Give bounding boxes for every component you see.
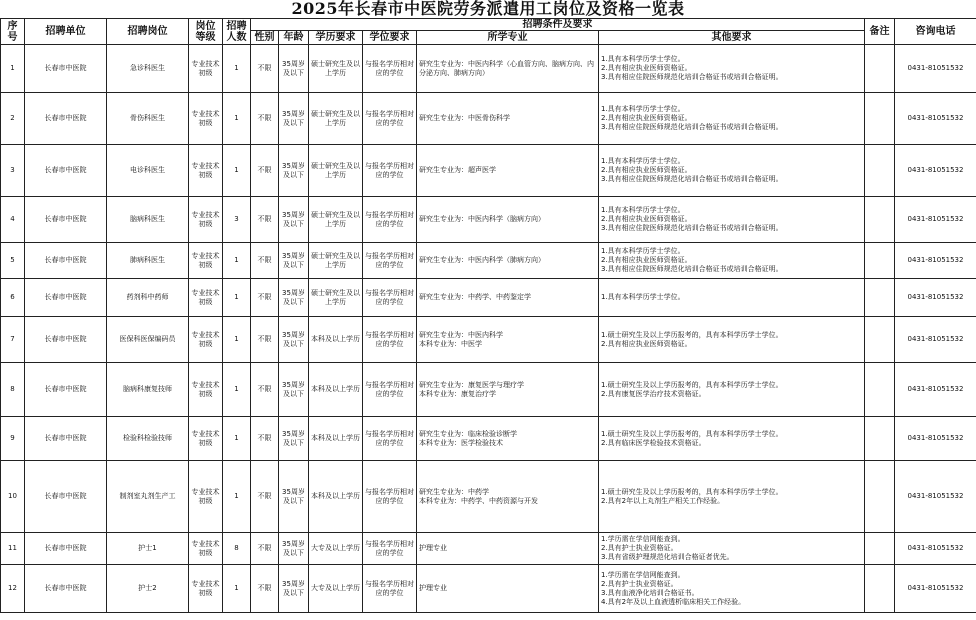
cell-seq: 4 [1,197,25,243]
cell-major [417,317,599,363]
other-requirement-line: 1.具有本科学历学士学位。 [601,293,685,301]
cell-level: 专业技术初级 [189,243,223,279]
cell-phone: 0431-81051532 [895,363,976,417]
cell-degree: 与报名学历相对应的学位 [363,145,417,197]
cell-remark [865,145,895,197]
major-text: 护理专业 [419,544,447,552]
other-requirement-line: 4.具有2年及以上血液透析临床相关工作经验。 [601,597,746,606]
major-text: 研究生专业为：中药学、中药鉴定学 [419,293,531,301]
other-requirement-line: 1.具有本科学历学士学位。 [601,105,685,113]
cell-other [599,197,865,243]
cell-phone: 0431-81051532 [895,417,976,461]
other-requirement-line: 2.具有康复医学治疗技术资格证。 [601,389,706,398]
cell-gender: 不限 [251,279,279,317]
table-row [1,197,976,243]
cell-seq: 3 [1,145,25,197]
cell-seq: 7 [1,317,25,363]
cell-education: 硕士研究生及以上学历 [309,243,363,279]
cell-level: 专业技术初级 [189,317,223,363]
cell-phone: 0431-81051532 [895,45,976,93]
cell-other [599,243,865,279]
cell-age: 35周岁及以下 [279,317,309,363]
cell-remark [865,317,895,363]
cell-position: 检验科检验技师 [107,417,189,461]
cell-position: 急诊科医生 [107,45,189,93]
cell-education: 硕士研究生及以上学历 [309,45,363,93]
major-text: 研究生专业为：中医骨伤科学 [419,114,510,122]
other-requirement-line: 2.具有相应执业医师资格证。 [601,215,692,223]
cell-gender: 不限 [251,461,279,533]
cell-phone: 0431-81051532 [895,461,976,533]
header-unit: 招聘单位 [25,19,107,45]
header-row-top [1,19,976,31]
cell-remark [865,417,895,461]
cell-major [417,533,599,565]
cell-degree: 与报名学历相对应的学位 [363,533,417,565]
table-row [1,243,976,279]
cell-age: 35周岁及以下 [279,363,309,417]
cell-gender: 不限 [251,317,279,363]
cell-major [417,45,599,93]
cell-level: 专业技术初级 [189,145,223,197]
table-row [1,145,976,197]
cell-education: 本科及以上学历 [309,461,363,533]
cell-remark [865,565,895,613]
cell-education: 硕士研究生及以上学历 [309,279,363,317]
cell-major [417,417,599,461]
cell-seq: 11 [1,533,25,565]
header-conditions: 招聘条件及要求 [251,19,865,31]
cell-position: 骨伤科医生 [107,93,189,145]
cell-education: 硕士研究生及以上学历 [309,93,363,145]
other-requirement-line: 2.具有相应执业医师资格证。 [601,256,692,264]
cell-unit: 长春市中医院 [25,317,107,363]
cell-unit: 长春市中医院 [25,461,107,533]
cell-seq: 1 [1,45,25,93]
cell-degree: 与报名学历相对应的学位 [363,417,417,461]
table-body [1,45,976,613]
other-requirement-line: 3.具有相应住院医师规范化培训合格证书或培训合格证明。 [601,175,783,183]
other-requirement-line: 1.硕士研究生及以上学历报考的，具有本科学历学士学位。 [601,429,783,438]
major-text: 研究生专业为：临床检验诊断学 本科专业为：医学检验技术 [419,429,517,447]
header-other: 其他要求 [599,31,865,45]
header-education: 学历要求 [309,31,363,45]
cell-remark [865,243,895,279]
table-row [1,417,976,461]
table-row [1,317,976,363]
cell-degree: 与报名学历相对应的学位 [363,45,417,93]
cell-gender: 不限 [251,417,279,461]
cell-remark [865,279,895,317]
major-text: 研究生专业为：中医内科学（脑病方向） [419,215,545,223]
cell-count: 3 [223,197,251,243]
cell-remark [865,461,895,533]
other-requirement-line: 2.具有相应执业医师资格证。 [601,64,692,72]
cell-other [599,279,865,317]
cell-position: 药剂科中药师 [107,279,189,317]
table-row [1,93,976,145]
cell-other [599,533,865,565]
cell-position: 电诊科医生 [107,145,189,197]
table-row [1,363,976,417]
header-seq: 序号 [1,19,25,45]
other-requirement-line: 3.具有相应住院医师规范化培训合格证书或培训合格证明。 [601,265,783,273]
cell-count: 1 [223,279,251,317]
cell-education: 硕士研究生及以上学历 [309,145,363,197]
other-requirement-line: 1.学历需在学信网能查到。 [601,570,685,579]
major-text: 研究生专业为：中医内科学（肺病方向） [419,256,545,264]
other-requirement-line: 1.具有本科学历学士学位。 [601,206,685,214]
major-text: 研究生专业为：康复医学与理疗学 本科专业为：康复治疗学 [419,380,524,398]
cell-unit: 长春市中医院 [25,533,107,565]
cell-seq: 8 [1,363,25,417]
cell-seq: 6 [1,279,25,317]
cell-position: 制剂室丸剂生产工 [107,461,189,533]
cell-position: 护士1 [107,533,189,565]
cell-unit: 长春市中医院 [25,417,107,461]
cell-phone: 0431-81051532 [895,565,976,613]
cell-unit: 长春市中医院 [25,565,107,613]
cell-remark [865,363,895,417]
cell-level: 专业技术初级 [189,93,223,145]
major-text: 研究生专业为：超声医学 [419,166,496,174]
cell-other [599,317,865,363]
cell-level: 专业技术初级 [189,565,223,613]
cell-age: 35周岁及以下 [279,45,309,93]
cell-count: 1 [223,317,251,363]
cell-unit: 长春市中医院 [25,363,107,417]
cell-level: 专业技术初级 [189,417,223,461]
other-requirement-line: 3.具有相应住院医师规范化培训合格证书或培训合格证明。 [601,123,783,131]
cell-remark [865,45,895,93]
cell-seq: 5 [1,243,25,279]
cell-phone: 0431-81051532 [895,93,976,145]
major-text: 研究生专业为：中医内科学 本科专业为：中医学 [419,330,503,348]
cell-other [599,565,865,613]
cell-seq: 10 [1,461,25,533]
cell-age: 35周岁及以下 [279,145,309,197]
cell-gender: 不限 [251,243,279,279]
cell-phone: 0431-81051532 [895,243,976,279]
other-requirement-line: 1.学历需在学信网能查到。 [601,535,685,543]
positions-table [0,18,976,613]
cell-education: 硕士研究生及以上学历 [309,197,363,243]
cell-degree: 与报名学历相对应的学位 [363,461,417,533]
cell-age: 35周岁及以下 [279,461,309,533]
cell-degree: 与报名学历相对应的学位 [363,243,417,279]
other-requirement-line: 2.具有2年以上丸剂生产相关工作经验。 [601,496,725,505]
cell-degree: 与报名学历相对应的学位 [363,93,417,145]
cell-unit: 长春市中医院 [25,145,107,197]
cell-degree: 与报名学历相对应的学位 [363,317,417,363]
cell-position: 脑病科康复技师 [107,363,189,417]
other-requirement-line: 1.硕士研究生及以上学历报考的，具有本科学历学士学位。 [601,380,783,389]
header-level: 岗位等级 [189,19,223,45]
cell-major [417,279,599,317]
cell-phone: 0431-81051532 [895,197,976,243]
cell-other [599,45,865,93]
cell-gender: 不限 [251,565,279,613]
cell-other [599,363,865,417]
cell-other [599,417,865,461]
cell-degree: 与报名学历相对应的学位 [363,565,417,613]
cell-age: 35周岁及以下 [279,279,309,317]
cell-level: 专业技术初级 [189,533,223,565]
other-requirement-line: 3.具有相应住院医师规范化培训合格证书或培训合格证明。 [601,224,783,232]
cell-age: 35周岁及以下 [279,243,309,279]
cell-unit: 长春市中医院 [25,279,107,317]
other-requirement-line: 3.具有血液净化培训合格证书。 [601,588,699,597]
cell-phone: 0431-81051532 [895,279,976,317]
cell-phone: 0431-81051532 [895,145,976,197]
cell-other [599,461,865,533]
other-requirement-line: 1.硕士研究生及以上学历报考的，具有本科学历学士学位。 [601,330,783,339]
cell-age: 35周岁及以下 [279,533,309,565]
header-gender: 性别 [251,31,279,45]
cell-major [417,93,599,145]
cell-level: 专业技术初级 [189,197,223,243]
table-row [1,565,976,613]
header-age: 年龄 [279,31,309,45]
cell-position: 护士2 [107,565,189,613]
cell-gender: 不限 [251,533,279,565]
cell-education: 本科及以上学历 [309,363,363,417]
other-requirement-line: 2.具有护士执业资格证。 [601,544,678,552]
cell-phone: 0431-81051532 [895,317,976,363]
header-degree: 学位要求 [363,31,417,45]
cell-level: 专业技术初级 [189,363,223,417]
other-requirement-line: 2.具有护士执业资格证。 [601,579,678,588]
cell-gender: 不限 [251,363,279,417]
cell-age: 35周岁及以下 [279,417,309,461]
major-text: 护理专业 [419,584,447,592]
cell-major [417,461,599,533]
cell-count: 1 [223,565,251,613]
other-requirement-line: 1.硕士研究生及以上学历报考的，具有本科学历学士学位。 [601,487,783,496]
cell-unit: 长春市中医院 [25,45,107,93]
cell-education: 本科及以上学历 [309,317,363,363]
cell-seq: 12 [1,565,25,613]
other-requirement-line: 2.具有临床医学检验技术资格证。 [601,438,706,447]
cell-position: 医保科医保编码员 [107,317,189,363]
cell-degree: 与报名学历相对应的学位 [363,363,417,417]
cell-age: 35周岁及以下 [279,565,309,613]
cell-major [417,565,599,613]
other-requirement-line: 3.具有省级护理规范化培训合格证者优先。 [601,553,734,561]
cell-degree: 与报名学历相对应的学位 [363,197,417,243]
table-row [1,45,976,93]
cell-count: 1 [223,243,251,279]
header-remark: 备注 [865,19,895,45]
cell-count: 1 [223,45,251,93]
cell-remark [865,93,895,145]
cell-education: 本科及以上学历 [309,417,363,461]
other-requirement-line: 1.具有本科学历学士学位。 [601,247,685,255]
cell-unit: 长春市中医院 [25,243,107,279]
major-text: 研究生专业为：中药学 本科专业为：中药学、中药资源与开发 [419,487,538,505]
cell-gender: 不限 [251,93,279,145]
cell-age: 35周岁及以下 [279,93,309,145]
cell-position: 肺病科医生 [107,243,189,279]
cell-position: 脑病科医生 [107,197,189,243]
cell-remark [865,197,895,243]
document-title: 2025年长春市中医院劳务派遣用工岗位及资格一览表 [291,0,685,18]
table-row [1,461,976,533]
cell-count: 1 [223,417,251,461]
cell-major [417,363,599,417]
other-requirement-line: 2.具有相应执业医师资格证。 [601,114,692,122]
cell-gender: 不限 [251,197,279,243]
cell-count: 1 [223,363,251,417]
other-requirement-line: 2.具有相应执业医师资格证。 [601,339,692,348]
cell-unit: 长春市中医院 [25,197,107,243]
cell-count: 1 [223,461,251,533]
cell-education: 大专及以上学历 [309,565,363,613]
other-requirement-line: 1.具有本科学历学士学位。 [601,157,685,165]
cell-level: 专业技术初级 [189,45,223,93]
cell-seq: 9 [1,417,25,461]
cell-level: 专业技术初级 [189,279,223,317]
other-requirement-line: 2.具有相应执业医师资格证。 [601,166,692,174]
header-position: 招聘岗位 [107,19,189,45]
cell-count: 1 [223,93,251,145]
cell-major [417,197,599,243]
other-requirement-line: 3.具有相应住院医师规范化培训合格证书或培训合格证明。 [601,73,783,81]
header-major: 所学专业 [417,31,599,45]
cell-seq: 2 [1,93,25,145]
cell-remark [865,533,895,565]
cell-unit: 长春市中医院 [25,93,107,145]
header-phone: 咨询电话 [895,19,976,45]
table-row [1,279,976,317]
cell-major [417,243,599,279]
cell-count: 8 [223,533,251,565]
cell-age: 35周岁及以下 [279,197,309,243]
cell-other [599,145,865,197]
cell-other [599,93,865,145]
cell-level: 专业技术初级 [189,461,223,533]
cell-education: 大专及以上学历 [309,533,363,565]
cell-phone: 0431-81051532 [895,533,976,565]
cell-count: 1 [223,145,251,197]
header-count: 招聘人数 [223,19,251,45]
other-requirement-line: 1.具有本科学历学士学位。 [601,55,685,63]
major-text: 研究生专业为：中医内科学（心血管方向、脑病方向、内分泌方向、肺病方向） [419,59,594,77]
cell-gender: 不限 [251,145,279,197]
table-row [1,533,976,565]
cell-degree: 与报名学历相对应的学位 [363,279,417,317]
cell-major [417,145,599,197]
cell-gender: 不限 [251,45,279,93]
